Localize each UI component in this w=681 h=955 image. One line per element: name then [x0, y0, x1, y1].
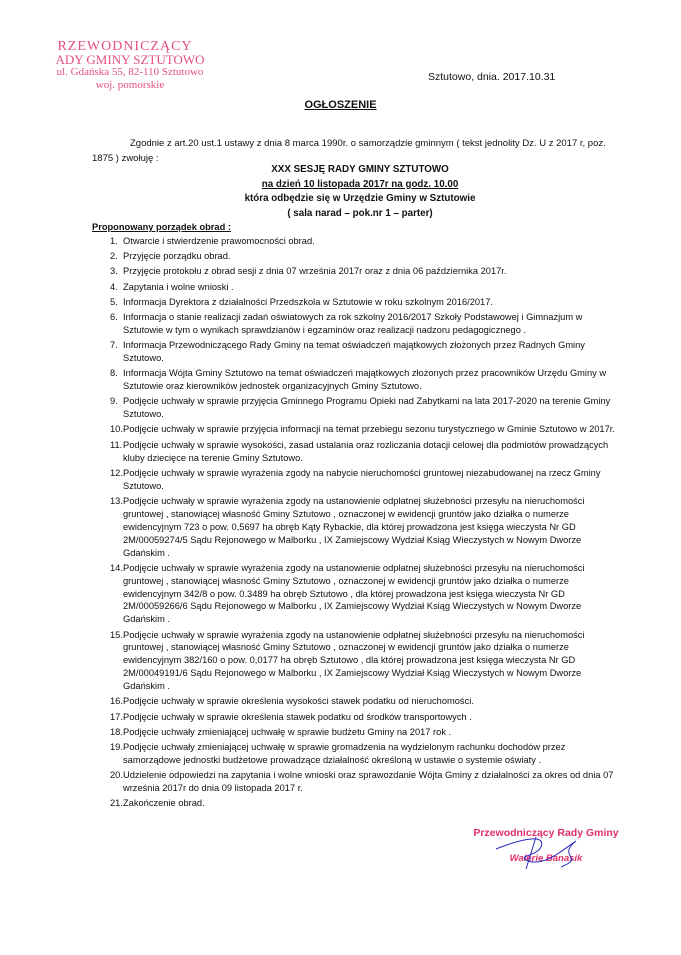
- agenda-item: [92, 711, 617, 724]
- agenda-item: [92, 395, 617, 421]
- agenda-item: [92, 726, 617, 739]
- agenda-item-number: 12.: [110, 467, 123, 478]
- agenda-item: [92, 235, 617, 248]
- agenda-item-text: Udzielenie odpowiedzi na zapytania i wolne wnioski oraz sprawozdanie Wójta Gminy z działalności za okres od dnia 07 września 2017r do dnia 09 listopada 2017 r.: [123, 770, 614, 793]
- signature-name: Walerie Banasik: [509, 853, 583, 864]
- agenda-item-text: Informacja Wójta Gminy Sztutowo na temat oświadczeń majątkowych złożonych przez pracowników Urzędu Gminy w Sztutowie oraz kierowników jednostek organizacyjnych Gminy Sztutowo.: [123, 368, 607, 392]
- agenda-item-number: 13.: [110, 495, 123, 506]
- signature-title: Przewodniczący Rady Gminy: [473, 827, 619, 839]
- agenda-item-text: Przyjęcie protokołu z obrad sesji z dnia 07 września 2017r oraz z dnia 06 października 2017r.: [123, 266, 507, 277]
- agenda-item-text: Podjęcie uchwały w sprawie wyrażenia zgody na ustanowienie odpłatnej służebności przesyłu na nieruchomości gruntowej , stanowiącej własność Gminy Sztutowo , oznaczonej w ewidencji gruntów jako działka o numerze ewidencyjnym 342/8 o pow. 0.3489 ha obręb Sztutowo , dla której prowadzona jest księga wieczysta Nr GD 2M/00059266/6 Sądu Rejonowego w Malborku , IX Zamiejscowy Wydział Ksiąg Wieczystych w Nowym Dworze Gdańskim .: [123, 562, 585, 625]
- agenda-item-number: 6.: [110, 312, 118, 323]
- agenda-item-number: 4.: [110, 281, 118, 292]
- agenda-item: [92, 629, 617, 694]
- agenda-item: [92, 296, 617, 309]
- agenda-item-text: Informacja Przewodniczącego Rady Gminy na temat oświadczeń majątkowych złożonych przez Radnych Gminy Sztutowo.: [123, 340, 585, 364]
- agenda-item-number: 20.: [110, 770, 123, 781]
- stamp-line: woj. pomorskie: [95, 79, 165, 91]
- agenda-item-text: Informacja o stanie realizacji zadań oświatowych za rok szkolny 2016/2017 Szkoły Podstawowej i Gimnazjum w Sztutowie w tym o wynikach sprawdzianów i egzaminów oraz realizacji nadzoru pedagogicznego .: [123, 312, 583, 335]
- agenda-item: [92, 367, 617, 393]
- signature-block: [466, 827, 626, 864]
- official-stamp: [40, 40, 220, 92]
- agenda-item: [92, 265, 617, 278]
- agenda-item-number: 2.: [110, 251, 118, 262]
- agenda-item-number: 18.: [110, 726, 123, 737]
- agenda-item: [92, 281, 617, 294]
- agenda-item: [92, 797, 617, 810]
- agenda-item: [92, 741, 617, 767]
- intro-paragraph: Zgodnie z art.20 ust.1 ustawy z dnia 8 marca 1990r. o samorządzie gminnym ( tekst jednolity Dz. U z 2017 r, poz. 1875 ) zwołuję :: [92, 138, 606, 164]
- agenda-item: [92, 250, 617, 263]
- session-heading: [0, 163, 681, 221]
- agenda-label: Proponowany porządek obrad :: [92, 222, 231, 232]
- agenda-item-text: Podjęcie uchwały zmieniającej uchwałę w sprawie budżetu Gminy na 2017 rok .: [123, 726, 452, 737]
- agenda-item: [92, 439, 617, 465]
- agenda-item-number: 17.: [110, 711, 123, 722]
- agenda-item-text: Informacja Dyrektora z działalności Przedszkola w Sztutowie w roku szkolnym 2016/2017.: [123, 296, 493, 307]
- session-date: na dzień 10 listopada 2017r na godz. 10.00: [261, 178, 459, 190]
- agenda-item-number: 11.: [110, 439, 123, 450]
- agenda-item-number: 15.: [110, 629, 123, 640]
- agenda-item-text: Zakończenie obrad.: [123, 798, 205, 809]
- agenda-item: [92, 467, 617, 493]
- agenda-item-text: Podjęcie uchwały w sprawie określenia stawek podatku od środków transportowych .: [123, 711, 472, 722]
- agenda-item-number: 9.: [110, 396, 118, 407]
- session-room: ( sala narad – pok.nr 1 – parter): [287, 207, 433, 219]
- handwritten-signature-icon: [466, 827, 626, 877]
- agenda-item-text: Przyjęcie porządku obrad.: [123, 251, 231, 262]
- agenda-item: [92, 562, 617, 627]
- session-name: XXX SESJĘ RADY GMINY SZTUTOWO: [271, 164, 449, 175]
- agenda-item-number: 14.: [110, 562, 123, 573]
- agenda-item-number: 3.: [110, 266, 118, 277]
- agenda-item-text: Podjęcie uchwały w sprawie wysokości, zasad ustalania oraz rozliczania dotacji celowej dla podmiotów prowadzących kluby dziecięce na terenie Gminy Sztutowo.: [123, 439, 609, 463]
- agenda-item: [92, 695, 617, 708]
- agenda-item-text: Podjęcie uchwały w sprawie określenia wysokości stawek podatku od nieruchomości.: [123, 696, 474, 707]
- agenda-item-text: Podjęcie uchwały w sprawie wyrażenia zgody na ustanowienie odpłatnej służebności przesyłu na nieruchomości gruntowej , stanowiącej własność Gminy Sztutowo , oznaczonej w ewidencji gruntów jako działka o numerze ewidencyjnym 723 o pow. 0,5697 ha obręb Kąty Rybackie, dla której prowadzona jest księga wieczysta Nr GD 2M/00059274/5 Sądu Rejonowego w Malborku , IX Zamiejscowy Wydział Ksiąg Wieczystych w Nowym Dworze Gdańskim .: [123, 495, 585, 558]
- agenda-item: [92, 423, 617, 436]
- document-date: Sztutowo, dnia. 2017.10.31: [428, 71, 556, 83]
- stamp-line: ul. Gdańska 55, 82-110 Sztutowo: [56, 66, 204, 78]
- agenda-list: [92, 235, 617, 812]
- agenda-item-number: 16.: [110, 696, 123, 707]
- agenda-item: [92, 769, 617, 795]
- agenda-item-text: Otwarcie i stwierdzenie prawomocności obrad.: [123, 236, 315, 246]
- agenda-item-number: 1.: [110, 236, 118, 246]
- agenda-item-number: 5.: [110, 296, 118, 307]
- agenda-item-text: Podjęcie uchwały w sprawie przyjęcia Gminnego Programu Opieki nad Zabytkami na lata 2017-2020 na terenie Gminy Sztutowo.: [123, 396, 611, 420]
- agenda-item: [92, 311, 617, 337]
- agenda-item-text: Podjęcie uchwały w sprawie wyrażenia zgody na ustanowienie odpłatnej służebności przesyłu na nieruchomości gruntowej , stanowiącej własność Gminy Sztutowo , oznaczonej w ewidencji gruntów jako działka o numerze ewidencyjnym 382/160 o pow. 0,0177 ha obręb Sztutowo , dla której prowadzona jest księga wieczysta Nr GD 2M/00049191/6 Sądu Rejonowego w Malborku , IX Zamiejscowy Wydział Ksiąg Wieczystych w Nowym Dworze Gdańskim .: [123, 629, 585, 692]
- agenda-item-text: Podjęcie uchwały w sprawie wyrażenia zgody na nabycie nieruchomości gruntowej niezabudowanej na rzecz Gminy Sztutowo.: [123, 467, 601, 491]
- agenda-item-number: 8.: [110, 368, 118, 379]
- stamp-line: ADY GMINY SZTUTOWO: [55, 52, 205, 67]
- agenda-item: [92, 495, 617, 560]
- stamp-line: RZEWODNICZĄCY: [57, 39, 193, 54]
- agenda-item-text: Podjęcie uchwały w sprawie przyjęcia informacji na temat przebiegu sezonu turystycznego w Gminie Sztutowo w 2017r.: [123, 424, 615, 435]
- agenda-item-number: 19.: [110, 741, 123, 752]
- agenda-item-text: Podjęcie uchwały zmieniającej uchwałę w sprawie gromadzenia na wydzielonym rachunku dochodów przez samorządowe jednostki budżetowe prowadzące działalność określoną w ustawie o systemie oświaty .: [123, 741, 566, 765]
- agenda-item-number: 21.: [110, 798, 123, 809]
- document-title: OGŁOSZENIE: [304, 99, 377, 111]
- session-place: która odbędzie się w Urzędzie Gminy w Sztutowie: [244, 193, 476, 204]
- agenda-item-number: 10.: [110, 424, 123, 435]
- agenda-item-number: 7.: [110, 340, 118, 351]
- agenda-item-text: Zapytania i wolne wnioski .: [123, 281, 234, 292]
- agenda-item: [92, 339, 617, 365]
